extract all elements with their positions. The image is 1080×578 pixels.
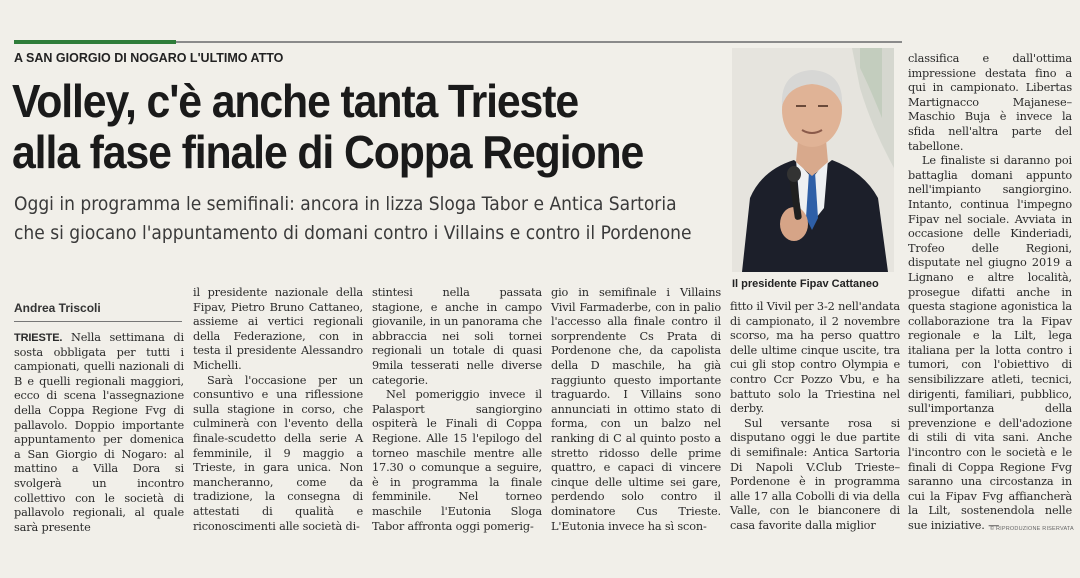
- column-3-paragraph-1: stintesi nella passata stagione, e anche in campo giovanile, in un panorama che abbraccia nei soli tornei regionali un totale di quasi 9mila tesserati nelle diverse categorie.: [372, 286, 542, 387]
- subheadline: [14, 190, 698, 248]
- photo-caption: Il presidente Fipav Cattaneo: [732, 278, 879, 290]
- column-3-paragraph-2: Nel pomeriggio invece il Palasport sangiorgino ospiterà le Finali di Coppa Regione. Alle 15 l'epilogo del torneo maschile mentre alle 17.30 o comunque a seguire, è in programma la finale femminile. Nel torneo maschile l'Eutonia Sloga Tabor affronta oggi pomerig-: [372, 388, 542, 533]
- byline-rule: [14, 321, 182, 322]
- column-2-paragraph-2: Sarà l'occasione per un consuntivo e una riflessione sulla stagione in corso, che culminerà con l'evento della finale-scudetto della serie A femminile, il 9 maggio a Trieste, in gara unica. Non mancheranno, come da tradizione, la consegna di attestati di qualità e riconoscimenti alle società di-: [193, 373, 363, 533]
- kicker: A SAN GIORGIO DI NOGARO L'ULTIMO ATTO: [14, 51, 284, 65]
- article-column-5: [730, 300, 900, 534]
- subheadline-line-2: che si giocano l'appuntamento di domani contro i Villains e contro il Pordenone: [14, 222, 692, 244]
- column-1-paragraph-1: Nella settimana di sosta obbligata per tutti i campionati, quelli nazionali di B e quelli regionali maggiori, ecco di scena l'assegnazione della Coppa Regione Fvg di pallavolo. Doppio importante appuntamento per domenica a San Giorgio di Nogaro: al mattino a Villa Dora si svolgerà un incontro collettivo con le società di pallavolo regionali, al quale sarà presente: [14, 331, 184, 534]
- byline: Andrea Triscoli: [14, 301, 101, 315]
- column-4-paragraph-1: gio in semifinale i Villains Vivil Farmaderbe, con in palio l'accesso alla finale contro il sorprendente Cs Prata di Pordenone che, da capolista della D maschile, ha già raggiunto questo importante traguardo. I Villains sono annunciati in ottimo stato di forma, con un balzo nel ranking di C al quinto posto a stretto ridosso delle prime quattro, e capaci di vincere cinque delle ultime sei gare, perdendo solo contro il dominatore Cus Trieste. L'Eutonia invece ha sì scon-: [551, 286, 721, 533]
- column-5-paragraph-1: fitto il Vivil per 3-2 nell'andata di campionato, il 2 novembre scorso, ma ha perso quattro delle ultime cinque uscite, tra cui gli stop contro Olympia e contro Ccr Pozzo Vbu, e ha battuto solo la Triestina nel derby.: [730, 300, 900, 416]
- section-rule: [176, 41, 902, 43]
- subheadline-line-1: Oggi in programma le semifinali: ancora in lizza Sloga Tabor e Antica Sartoria: [14, 193, 677, 215]
- headline: [12, 76, 682, 178]
- article-column-1: [14, 331, 184, 535]
- headline-line-1: Volley, c'è anche tanta Trieste: [12, 75, 579, 127]
- headline-line-2: alla fase finale di Coppa Regione: [12, 126, 644, 178]
- article-column-3: [372, 286, 542, 534]
- president-photo: [732, 48, 894, 272]
- column-6-paragraph-2: Le finaliste si daranno poi battaglia domani appunto nell'impianto sangiorgino. Intanto, continua l'impegno Fipav nel sociale. Avviata in occasione delle Kinderiadi, Trofeo delle Regioni, disputate nel giugno 2019 a Lignano e altre località, prosegue difatti anche in questa stagione agonistica la collaborazione tra la Fipav regionale e la Lilt, lega italiana per la lotta contro i tumori, con l'obiettivo di sensibilizzare atleti, tecnici, dirigenti, familiari, pubblico, sull'importanza della prevenzione e dell'adozione di stili di vita sani. Anche l'incontro con le società e le finali di Coppa Regione Fvg saranno una circostanza in cui la Fipav Fvg affiancherà la Lilt, sostenendola nelle sue iniziative. —: [908, 154, 1072, 532]
- article-column-2: [193, 286, 363, 534]
- dateline-city: TRIESTE.: [14, 332, 63, 344]
- copyright-credit: © RIPRODUZIONE RISERVATA: [990, 526, 1074, 532]
- president-portrait-illustration: [732, 48, 894, 272]
- column-5-paragraph-2: Sul versante rosa si disputano oggi le due partite di semifinale: Antica Sartoria Di Napoli V.Club Trieste–Pordenone è in programma alle 17 alla Cobolli di via della Valle, con le bianconere di casa favorite dalla miglior: [730, 416, 900, 532]
- section-rule-accent: [14, 40, 176, 44]
- article-column-6: [908, 52, 1072, 534]
- column-6-paragraph-1: classifica e dall'ottima impressione destata fino a qui in campionato. Libertas Martignacco Majanese–Maschio Buja è invece la sfida nell'altra parte del tabellone.: [908, 52, 1072, 153]
- column-2-paragraph-1: il presidente nazionale della Fipav, Pietro Bruno Cattaneo, assieme ai vertici regionali della Federazione, con in testa il presidente Alessandro Michelli.: [193, 286, 363, 372]
- article-column-4: [551, 286, 721, 534]
